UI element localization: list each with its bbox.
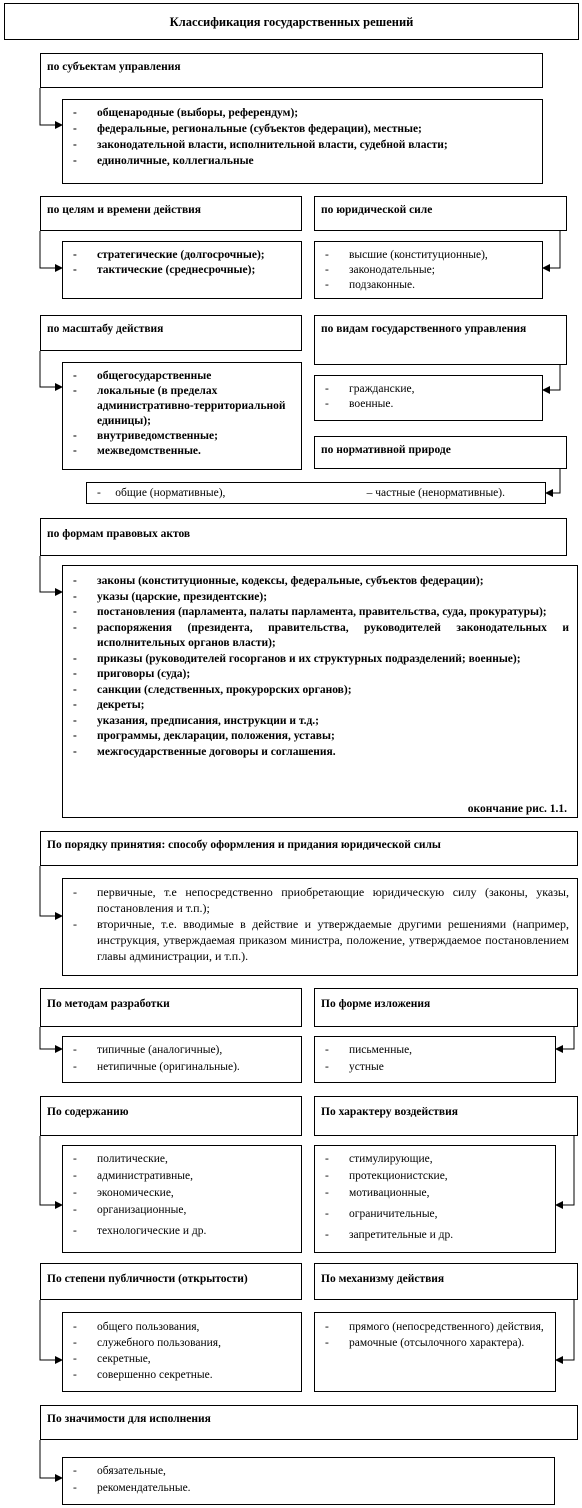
list-item: - первичные, т.е непосредственно приобретающие юридическую силу (законы, указы, постановления и т.п.); — [71, 884, 569, 916]
connector-form — [556, 1027, 574, 1049]
items-publicity — [62, 1312, 302, 1392]
list-item: - запретительные и др. — [323, 1227, 549, 1244]
header-adoption: По порядку принятия: способу оформления и придания юридической силы — [40, 831, 578, 866]
header-legal-acts: по формам правовых актов — [40, 518, 567, 556]
list-item: - постановления (парламента, палаты парламента, правительства, суда, прокуратуры); — [71, 605, 569, 621]
items-subjects — [62, 99, 543, 184]
header-goals: по целям и времени действия — [40, 196, 302, 231]
list-item: - подзаконные. — [323, 278, 536, 293]
items-methods — [62, 1036, 302, 1083]
list-item: - санкции (следственных, прокурорских органов); — [71, 683, 569, 699]
connector-legal-acts — [40, 556, 62, 592]
items-adoption — [62, 878, 578, 976]
list-item: - стратегические (долгосрочные); — [71, 248, 295, 263]
items-goals — [62, 241, 302, 299]
list-item: - общегосударственные — [71, 369, 295, 384]
items-gov-types — [314, 375, 543, 421]
connector-goals — [40, 231, 62, 268]
list-item: - законодательной власти, исполнительной власти, судебной власти; — [71, 137, 536, 153]
list-item: - тактические (среднесрочные); — [71, 263, 295, 278]
header-publicity: По степени публичности (открытости) — [40, 1263, 302, 1300]
list-item: - стимулирующие, — [323, 1151, 549, 1168]
list-item: - гражданские, — [323, 382, 536, 397]
connector-impact — [556, 1136, 574, 1205]
list-item: - декреты; — [71, 698, 569, 714]
list-item: - внутриведомственные; — [71, 429, 295, 444]
header-impact: По характеру воздействия — [314, 1096, 578, 1136]
items-normative — [86, 482, 546, 504]
header-significance: По значимости для исполнения — [40, 1405, 578, 1440]
list-item: – частные (ненормативные). — [366, 487, 505, 499]
list-item: - указы (царские, президентские); — [71, 590, 569, 606]
items-impact — [314, 1145, 556, 1253]
list-item: - законодательные; — [323, 263, 536, 278]
list-item: - программы, декларации, положения, уставы; — [71, 729, 569, 745]
figure-continuation-note: окончание рис. 1.1. — [467, 803, 567, 815]
list-item: - административные, — [71, 1168, 295, 1185]
list-item: - законы (конституционные, кодексы, федеральные, субъектов федерации); — [71, 574, 569, 590]
header-gov-types: по видам государственного управления — [314, 315, 567, 365]
items-significance — [62, 1457, 555, 1505]
list-item: - совершенно секретные. — [71, 1367, 295, 1383]
connector-significance — [40, 1440, 62, 1478]
connector-normative — [546, 469, 560, 493]
list-item: - указания, предписания, инструкции и т.д.; — [71, 714, 569, 730]
list-item: - секретные, — [71, 1351, 295, 1367]
list-item: - организационные, — [71, 1202, 295, 1219]
connector-publicity — [40, 1300, 62, 1360]
list-item: - письменные, — [323, 1042, 549, 1059]
list-item: - распоряжения (президента, правительства, руководителей законодательных и исполнительных органов власти); — [71, 621, 569, 652]
list-item: - локальные (в пределах административно-территориальной единицы); — [71, 384, 295, 429]
connector-adoption — [40, 866, 62, 916]
list-item: - политические, — [71, 1151, 295, 1168]
list-item: - высшие (конституционные), — [323, 248, 536, 263]
list-item: - служебного пользования, — [71, 1335, 295, 1351]
items-legal-force — [314, 241, 543, 299]
connector-subjects — [40, 88, 62, 125]
list-item: - экономические, — [71, 1185, 295, 1202]
list-item: - федеральные, региональные (субъектов федерации), местные; — [71, 121, 536, 137]
items-content — [62, 1145, 302, 1253]
items-legal-acts — [62, 565, 578, 818]
items-form — [314, 1036, 556, 1083]
header-subjects: по субъектам управления — [40, 53, 543, 88]
list-item: - протекционистские, — [323, 1168, 549, 1185]
list-item: - общего пользования, — [71, 1319, 295, 1335]
header-mechanism: По механизму действия — [314, 1263, 578, 1300]
list-item: - нетипичные (оригинальные). — [71, 1059, 295, 1076]
list-item: - прямого (непосредственного) действия, — [323, 1319, 545, 1335]
list-item: - рекомендательные. — [71, 1480, 548, 1497]
list-item: - вторичные, т.е. вводимые в действие и утверждаемые другими решениями (например, инструкция, утверждаемая приказом министра, положение, утверждаемое постановлением главы администрации, и т.п.). — [71, 916, 569, 964]
connector-methods — [40, 1027, 62, 1049]
header-methods: По методам разработки — [40, 988, 302, 1027]
list-item: - межведомственные. — [71, 444, 295, 459]
list-item: - рамочные (отсылочного характера). — [323, 1335, 545, 1351]
connector-mechanism — [556, 1300, 574, 1360]
connector-scale — [40, 351, 62, 387]
list-item: - общенародные (выборы, референдум); — [71, 105, 536, 121]
connector-gov-types — [543, 365, 560, 390]
header-form: По форме изложения — [314, 988, 578, 1027]
items-mechanism — [314, 1312, 556, 1392]
list-item: - обязательные, — [71, 1463, 548, 1480]
connector-content — [40, 1136, 62, 1205]
list-item: - приговоры (суда); — [71, 667, 569, 683]
list-item: - приказы (руководителей госорганов и их структурных подразделений; военные); — [71, 652, 569, 668]
list-item: - мотивационные, — [323, 1185, 549, 1202]
list-item: - межгосударственные договоры и соглашения. — [71, 745, 569, 761]
header-scale: по масштабу действия — [40, 315, 302, 351]
list-item: - технологические и др. — [71, 1223, 295, 1240]
header-legal-force: по юридической силе — [314, 196, 567, 231]
connector-legal-force — [543, 231, 560, 268]
header-normative: по нормативной природе — [314, 436, 567, 469]
list-item: - устные — [323, 1059, 549, 1076]
list-item: - единоличные, коллегиальные — [71, 153, 536, 169]
items-scale — [62, 362, 302, 470]
list-item: - ограничительные, — [323, 1206, 549, 1223]
header-content: По содержанию — [40, 1096, 302, 1136]
list-item: - типичные (аналогичные), — [71, 1042, 295, 1059]
diagram-title: Классификация государственных решений — [4, 3, 579, 40]
list-item: - общие (нормативные), — [97, 487, 226, 499]
list-item: - военные. — [323, 397, 536, 412]
